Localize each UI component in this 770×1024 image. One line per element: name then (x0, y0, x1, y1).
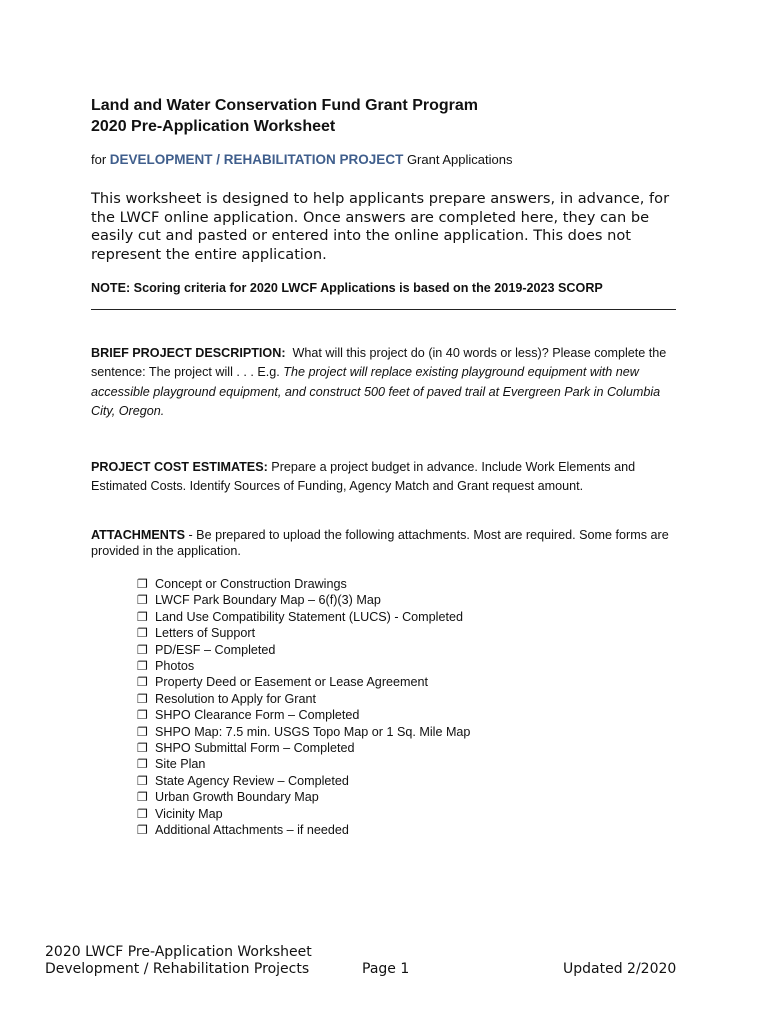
checkbox-icon: ❐ (137, 609, 148, 624)
checkbox-icon: ❐ (137, 741, 148, 756)
checkbox-icon: ❐ (137, 675, 148, 690)
list-item-label: Additional Attachments – if needed (155, 823, 349, 838)
list-item (137, 822, 470, 838)
list-item-label: State Agency Review – Completed (155, 773, 349, 788)
list-item-label: Land Use Compatibility Statement (LUCS) - Completed (155, 609, 463, 624)
checkbox-icon: ❐ (137, 626, 148, 641)
list-item-label: Urban Growth Boundary Map (155, 790, 319, 805)
list-item-label: SHPO Clearance Form – Completed (155, 708, 360, 723)
footer-line-1: 2020 LWCF Pre-Application Worksheet (45, 944, 312, 960)
page-number: Page 1 (362, 961, 410, 977)
brief-heading: BRIEF PROJECT DESCRIPTION: (91, 346, 286, 360)
attachments-section (91, 527, 681, 559)
list-item (137, 674, 470, 690)
list-item-label: SHPO Submittal Form – Completed (155, 741, 355, 756)
checkbox-icon: ❐ (137, 659, 148, 674)
attachments-heading: ATTACHMENTS (91, 528, 185, 542)
checkbox-icon: ❐ (137, 691, 148, 706)
list-item (137, 592, 470, 608)
updated-date: Updated 2/2020 (563, 961, 677, 977)
list-item (137, 642, 470, 658)
list-item (137, 756, 470, 772)
list-item-label: PD/ESF – Completed (155, 642, 276, 657)
for-suffix: Grant Applications (406, 152, 513, 167)
list-item-label: Property Deed or Easement or Lease Agreement (155, 675, 429, 690)
list-item-label: Site Plan (155, 757, 206, 772)
attachments-text: - Be prepared to upload the following attachments. Most are required. Some forms are provided in the application. (91, 528, 669, 558)
list-item (137, 625, 470, 641)
checkbox-icon: ❐ (137, 773, 148, 788)
list-item-label: Vicinity Map (155, 806, 223, 821)
checkbox-icon: ❐ (137, 577, 148, 591)
list-item (137, 707, 470, 723)
checkbox-icon: ❐ (137, 593, 148, 608)
list-item-label: Resolution to Apply for Grant (155, 691, 317, 706)
list-item-label: Letters of Support (155, 626, 256, 641)
application-type-line (91, 152, 512, 167)
for-prefix: for (91, 152, 107, 167)
checkbox-icon: ❐ (137, 642, 148, 657)
intro-paragraph: This worksheet is designed to help applicants prepare answers, in advance, for the LWCF online application. Once answers are completed here, they can be easily cut and pasted or entered into the online application. This does not represent the entire application. (91, 190, 670, 263)
footer-document-info (45, 944, 312, 978)
brief-example: The project will replace existing playground equipment with new accessible playground equipment, and construct 500 feet of paved trail at Evergreen Park in Columbia City, Oregon. (91, 365, 661, 418)
scoring-note: NOTE: Scoring criteria for 2020 LWCF Applications is based on the 2019-2023 SCORP (91, 281, 603, 295)
brief-description-section (91, 344, 681, 421)
checkbox-icon: ❐ (137, 708, 148, 723)
project-type: DEVELOPMENT / REHABILITATION PROJECT (109, 152, 404, 167)
list-item-label: SHPO Map: 7.5 min. USGS Topo Map or 1 Sq. Mile Map (155, 724, 471, 739)
list-item (137, 658, 470, 674)
list-item (137, 691, 470, 707)
list-item (137, 789, 470, 805)
cost-estimates-section (91, 458, 681, 497)
list-item (137, 740, 470, 756)
brief-text: What will this project do (in 40 words or less)? Please complete the sentence: The project will . . . E.g. (91, 346, 667, 380)
list-item-label: LWCF Park Boundary Map – 6(f)(3) Map (155, 593, 381, 608)
title-line-2: 2020 Pre-Application Worksheet (91, 118, 336, 135)
checkbox-icon: ❐ (137, 790, 148, 805)
checkbox-icon: ❐ (137, 806, 148, 821)
cost-text: Prepare a project budget in advance. Include Work Elements and Estimated Costs. Identify Sources of Funding, Agency Match and Grant request amount. (91, 460, 636, 494)
document-title (91, 95, 478, 137)
list-item-label: Concept or Construction Drawings (155, 577, 347, 591)
list-item (137, 724, 470, 740)
list-item (137, 806, 470, 822)
checkbox-icon: ❐ (137, 823, 148, 838)
list-item (137, 609, 470, 625)
divider-line (91, 309, 676, 310)
footer-line-2: Development / Rehabilitation Projects (45, 961, 310, 977)
checkbox-icon: ❐ (137, 757, 148, 772)
cost-heading: PROJECT COST ESTIMATES: (91, 460, 268, 474)
list-item (137, 576, 470, 592)
list-item-label: Photos (155, 659, 195, 674)
attachments-checklist (137, 576, 470, 839)
title-line-1: Land and Water Conservation Fund Grant Program (91, 97, 478, 114)
list-item (137, 773, 470, 789)
checkbox-icon: ❐ (137, 724, 148, 739)
